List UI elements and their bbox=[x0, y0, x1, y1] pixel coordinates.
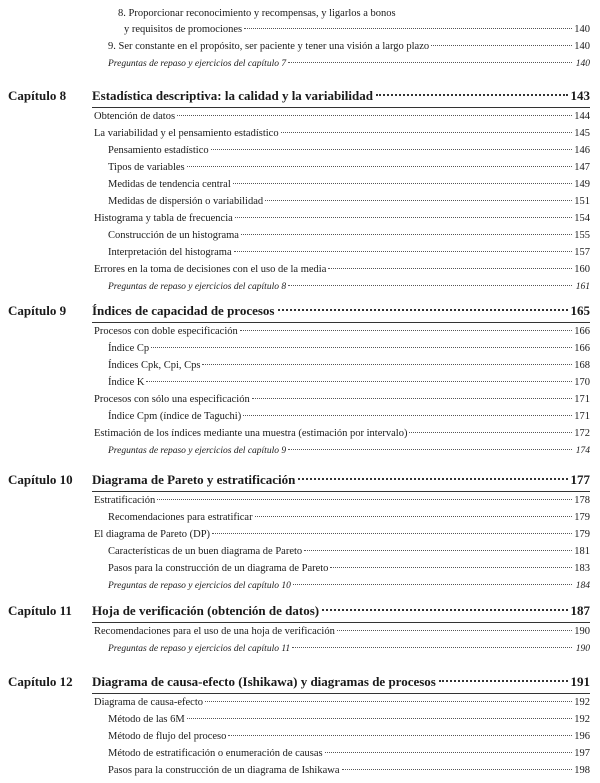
chapter-page: 177 bbox=[570, 472, 590, 487]
chapter-page: 143 bbox=[570, 88, 590, 103]
toc-entry-text: Índice Cp bbox=[108, 343, 150, 354]
toc-entry bbox=[94, 624, 590, 640]
dot-leader bbox=[146, 381, 572, 382]
toc-entry-page: 140 bbox=[575, 59, 590, 69]
chapter-page: 191 bbox=[570, 674, 590, 689]
toc-entry-text: Estratificación bbox=[94, 495, 156, 506]
toc-entry-page: 171 bbox=[574, 394, 590, 405]
chapter-title-line bbox=[92, 471, 590, 489]
toc-entry-page: 140 bbox=[574, 41, 590, 52]
dot-leader bbox=[205, 701, 572, 702]
chapter-rule bbox=[92, 693, 590, 694]
toc-entry-page: 166 bbox=[574, 343, 590, 354]
toc-entry bbox=[108, 409, 590, 425]
toc-entry-page: 196 bbox=[574, 731, 590, 742]
toc-entry bbox=[108, 177, 590, 193]
dot-leader bbox=[337, 630, 572, 631]
toc-entry bbox=[118, 6, 590, 22]
toc-entry-page: 154 bbox=[574, 213, 590, 224]
toc-entry bbox=[108, 712, 590, 728]
toc-entry bbox=[108, 561, 590, 577]
toc-entry bbox=[94, 126, 590, 142]
toc-entry-page: 192 bbox=[574, 697, 590, 708]
toc-entry-text: El diagrama de Pareto (DP) bbox=[94, 529, 211, 540]
dot-leader bbox=[376, 94, 568, 96]
toc-entry-text: Preguntas de repaso y ejercicios del capítulo 9 bbox=[108, 446, 287, 456]
toc-entry-text: La variabilidad y el pensamiento estadístico bbox=[94, 128, 279, 139]
toc-entry-page: 151 bbox=[574, 196, 590, 207]
dot-leader bbox=[228, 735, 572, 736]
dot-leader bbox=[409, 432, 572, 433]
toc-entry-text: 8. Proporcionar reconocimiento y recompensas, y ligarlos a bonos bbox=[118, 8, 396, 19]
toc-entry-text: Índice K bbox=[108, 377, 145, 388]
dot-leader bbox=[202, 364, 572, 365]
toc-entry-text: Medidas de tendencia central bbox=[108, 179, 231, 190]
toc-entry-text: Recomendaciones para el uso de una hoja de verificación bbox=[94, 626, 335, 637]
dot-leader bbox=[342, 769, 572, 770]
toc-entry-text: Procesos con doble especificación bbox=[94, 326, 238, 337]
chapter-title-line bbox=[92, 302, 590, 320]
chapter-label: Capítulo 9 bbox=[8, 303, 67, 318]
dot-leader bbox=[187, 166, 572, 167]
toc-entry-page: 146 bbox=[574, 145, 590, 156]
toc-entry-text: Interpretación del histograma bbox=[108, 247, 232, 258]
dot-leader bbox=[439, 680, 568, 682]
chapter-page: 165 bbox=[570, 303, 590, 318]
toc-entry-text: Histograma y tabla de frecuencia bbox=[94, 213, 233, 224]
toc-entry bbox=[108, 578, 590, 594]
toc-entry-page: 179 bbox=[574, 512, 590, 523]
toc-entry bbox=[108, 375, 590, 391]
dot-leader bbox=[325, 752, 572, 753]
chapter-rule bbox=[92, 107, 590, 108]
toc-entry-text: Construcción de un histograma bbox=[108, 230, 239, 241]
toc-entry bbox=[108, 763, 590, 779]
toc-entry bbox=[94, 109, 590, 125]
toc-entry-text: y requisitos de promociones bbox=[124, 24, 243, 35]
toc-entry bbox=[94, 493, 590, 509]
dot-leader bbox=[241, 234, 572, 235]
toc-entry bbox=[108, 39, 590, 55]
toc-entry-page: 144 bbox=[574, 111, 590, 122]
toc-entry-text: Método de estratificación o enumeración de causas bbox=[108, 748, 323, 759]
toc-entry bbox=[108, 729, 590, 745]
toc-entry bbox=[108, 341, 590, 357]
toc-entry bbox=[94, 695, 590, 711]
toc-entry-page: 149 bbox=[574, 179, 590, 190]
chapter-page: 187 bbox=[570, 603, 590, 618]
toc-entry-text: Método de las 6M bbox=[108, 714, 185, 725]
toc-entry bbox=[108, 443, 590, 459]
chapter-title-line bbox=[92, 673, 590, 691]
toc-entry bbox=[94, 262, 590, 278]
toc-entry-text: Características de un buen diagrama de Pareto bbox=[108, 546, 303, 557]
toc-entry bbox=[108, 746, 590, 762]
dot-leader bbox=[328, 268, 572, 269]
dot-leader bbox=[244, 28, 572, 29]
toc-entry-text: Preguntas de repaso y ejercicios del capítulo 8 bbox=[108, 282, 287, 292]
chapter-rule bbox=[92, 622, 590, 623]
chapter-title: Hoja de verificación (obtención de datos) bbox=[92, 603, 320, 618]
toc-entry-text: Tipos de variables bbox=[108, 162, 185, 173]
toc-entry-page: 190 bbox=[574, 626, 590, 637]
toc-entry-text: Preguntas de repaso y ejercicios del capítulo 10 bbox=[108, 581, 291, 591]
dot-leader bbox=[212, 533, 572, 534]
toc-entry bbox=[94, 211, 590, 227]
toc-entry bbox=[108, 228, 590, 244]
toc-entry-page: 170 bbox=[574, 377, 590, 388]
dot-leader bbox=[298, 478, 567, 480]
toc-entry-page: 140 bbox=[574, 24, 590, 35]
toc-entry bbox=[94, 527, 590, 543]
toc-entry-page: 190 bbox=[575, 644, 590, 654]
toc-entry bbox=[108, 544, 590, 560]
toc-entry bbox=[108, 194, 590, 210]
toc-entry bbox=[108, 143, 590, 159]
toc-entry bbox=[108, 510, 590, 526]
toc-entry bbox=[94, 324, 590, 340]
toc-entry-text: Estimación de los índices mediante una muestra (estimación por intervalo) bbox=[94, 428, 408, 439]
chapter-rule bbox=[92, 322, 590, 323]
chapter-title: Índices de capacidad de procesos bbox=[92, 303, 275, 318]
toc-entry-page: 166 bbox=[574, 326, 590, 337]
chapter-label: Capítulo 10 bbox=[8, 472, 73, 487]
toc-entry-text: Medidas de dispersión o variabilidad bbox=[108, 196, 264, 207]
toc-entry-page: 183 bbox=[574, 563, 590, 574]
toc-entry-page: 197 bbox=[574, 748, 590, 759]
dot-leader bbox=[322, 609, 567, 611]
toc-entry-page: 161 bbox=[575, 282, 590, 292]
chapter-title: Diagrama de causa-efecto (Ishikawa) y diagramas de procesos bbox=[92, 674, 436, 689]
toc-entry-page: 198 bbox=[574, 765, 590, 776]
toc-entry bbox=[108, 641, 590, 657]
toc-entry-page: 178 bbox=[574, 495, 590, 506]
toc-entry bbox=[108, 245, 590, 261]
toc-entry bbox=[94, 392, 590, 408]
toc-entry bbox=[108, 358, 590, 374]
dot-leader bbox=[187, 718, 572, 719]
dot-leader bbox=[288, 285, 572, 286]
dot-leader bbox=[233, 183, 572, 184]
dot-leader bbox=[293, 584, 572, 585]
dot-leader bbox=[151, 347, 572, 348]
toc-entry-text: Preguntas de repaso y ejercicios del capítulo 11 bbox=[108, 644, 291, 654]
toc-entry-page: 145 bbox=[574, 128, 590, 139]
dot-leader bbox=[330, 567, 572, 568]
toc-entry-text: Pasos para la construcción de un diagrama de Pareto bbox=[108, 563, 329, 574]
dot-leader bbox=[304, 550, 572, 551]
toc-entry-page: 192 bbox=[574, 714, 590, 725]
dot-leader bbox=[265, 200, 572, 201]
chapter-title: Estadística descriptiva: la calidad y la variabilidad bbox=[92, 88, 373, 103]
dot-leader bbox=[281, 132, 572, 133]
toc-entry-text: Índices Cpk, Cpi, Cps bbox=[108, 360, 201, 371]
toc-entry-page: 172 bbox=[574, 428, 590, 439]
toc-entry-page: 168 bbox=[574, 360, 590, 371]
chapter-rule bbox=[92, 491, 590, 492]
toc-entry bbox=[94, 426, 590, 442]
dot-leader bbox=[240, 330, 572, 331]
dot-leader bbox=[292, 647, 572, 648]
chapter-title: Diagrama de Pareto y estratificación bbox=[92, 472, 296, 487]
toc-entry-page: 179 bbox=[574, 529, 590, 540]
toc-entry-text: Preguntas de repaso y ejercicios del capítulo 7 bbox=[108, 59, 287, 69]
toc-entry-text: Pensamiento estadístico bbox=[108, 145, 209, 156]
toc-entry-text: Diagrama de causa-efecto bbox=[94, 697, 204, 708]
chapter-title-line bbox=[92, 87, 590, 105]
toc-entry-text: Obtención de datos bbox=[94, 111, 176, 122]
dot-leader bbox=[278, 309, 568, 311]
chapter-label: Capítulo 8 bbox=[8, 88, 67, 103]
toc-entry bbox=[124, 22, 590, 38]
dot-leader bbox=[235, 217, 572, 218]
toc-entry-text: Índice Cpm (índice de Taguchi) bbox=[108, 411, 242, 422]
toc-entry-text: Método de flujo del proceso bbox=[108, 731, 227, 742]
toc-entry-page: 174 bbox=[575, 446, 590, 456]
toc-entry bbox=[108, 160, 590, 176]
toc-entry-page: 157 bbox=[574, 247, 590, 258]
toc-entry-text: Recomendaciones para estratificar bbox=[108, 512, 253, 523]
toc-entry-page: 184 bbox=[575, 581, 590, 591]
toc-entry-text: Errores en la toma de decisiones con el uso de la media bbox=[94, 264, 327, 275]
dot-leader bbox=[252, 398, 572, 399]
toc-entry-page: 171 bbox=[574, 411, 590, 422]
dot-leader bbox=[243, 415, 572, 416]
toc-entry-text: Procesos con sólo una especificación bbox=[94, 394, 250, 405]
chapter-label: Capítulo 12 bbox=[8, 674, 73, 689]
dot-leader bbox=[157, 499, 572, 500]
toc-entry-text: Pasos para la construcción de un diagrama de Ishikawa bbox=[108, 765, 340, 776]
toc-entry-page: 181 bbox=[574, 546, 590, 557]
toc-entry-page: 160 bbox=[574, 264, 590, 275]
dot-leader bbox=[288, 449, 572, 450]
dot-leader bbox=[255, 516, 572, 517]
toc-entry-page: 155 bbox=[574, 230, 590, 241]
toc-entry-page: 147 bbox=[574, 162, 590, 173]
dot-leader bbox=[288, 62, 572, 63]
dot-leader bbox=[234, 251, 572, 252]
dot-leader bbox=[431, 45, 572, 46]
toc-entry bbox=[108, 56, 590, 72]
dot-leader bbox=[177, 115, 572, 116]
toc-entry-text: 9. Ser constante en el propósito, ser paciente y tener una visión a largo plazo bbox=[108, 41, 430, 52]
toc-entry bbox=[108, 279, 590, 295]
chapter-title-line bbox=[92, 602, 590, 620]
dot-leader bbox=[211, 149, 572, 150]
chapter-label: Capítulo 11 bbox=[8, 603, 72, 618]
